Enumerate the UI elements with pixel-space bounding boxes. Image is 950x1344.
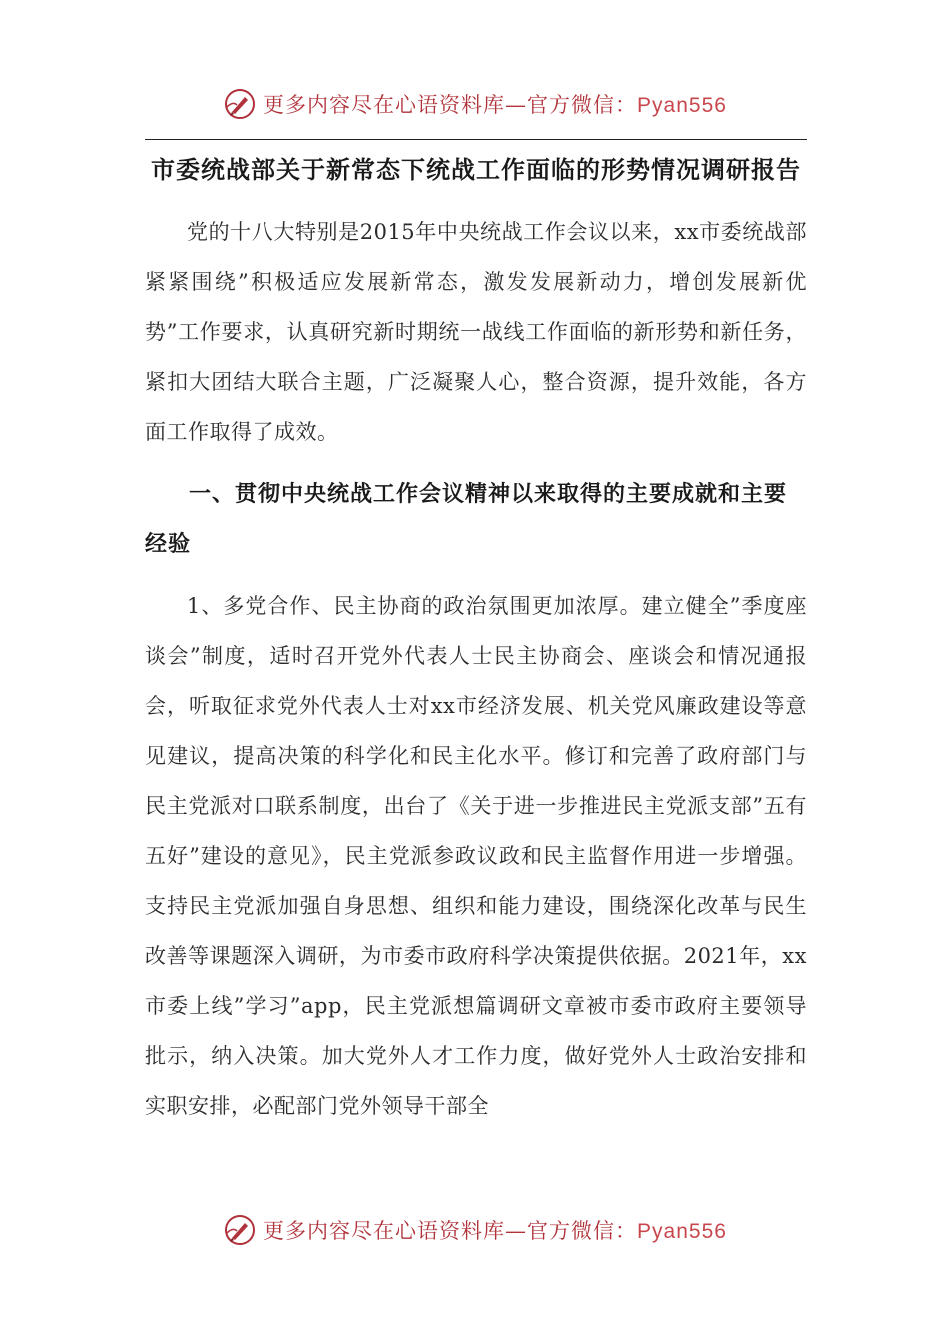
header-rule — [145, 139, 807, 140]
document-body — [145, 145, 807, 1131]
footer-banner — [0, 1210, 950, 1250]
intro-paragraph: 党的十八大特别是2015年中央统战工作会议以来，xx市委统战部紧紧围绕”积极适应发展新常态，激发发展新动力，增创发展新优势”工作要求，认真研究新时期统一战线工作面临的新形势和新任务，紧扣大团结大联合主题，广泛凝聚人心，整合资源，提升效能，各方面工作取得了成效。 — [145, 220, 807, 444]
wechat-id: Pyan556 — [637, 94, 727, 117]
pen-logo-icon — [223, 87, 257, 121]
pen-logo-icon — [223, 1213, 257, 1247]
banner-text: 更多内容尽在心语资料库—官方微信：Pyan556 — [263, 93, 727, 117]
section-paragraph: 1、多党合作、民主协商的政治氛围更加浓厚。建立健全”季度座谈会”制度，适时召开党外代表人士民主协商会、座谈会和情况通报会，听取征求党外代表人士对xx市经济发展、机关党风廉政建设等意见建议，提高决策的科学化和民主化水平。修订和完善了政府部门与民主党派对口联系制度，出台了《关于进一步推进民主党派支部”五有五好”建设的意见》，民主党派参政议政和民主监督作用进一步增强。支持民主党派加强自身思想、组织和能力建设，围绕深化改革与民生改善等课题深入调研，为市委市政府科学决策提供依据。2021年，xx市委上线”学习”app，民主党派想篇调研文章被市委市政府主要领导批示，纳入决策。加大党外人才工作力度，做好党外人士政治安排和实职安排，必配部门党外领导干部全 — [145, 594, 807, 1118]
document-title: 市委统战部关于新常态下统战工作面临的形势情况调研报告 — [151, 155, 801, 184]
header-banner — [0, 84, 950, 124]
wechat-id: Pyan556 — [637, 1220, 727, 1243]
banner-text: 更多内容尽在心语资料库—官方微信：Pyan556 — [263, 1219, 727, 1243]
section-heading: 一、贯彻中央统战工作会议精神以来取得的主要成就和主要经验 — [145, 481, 788, 557]
